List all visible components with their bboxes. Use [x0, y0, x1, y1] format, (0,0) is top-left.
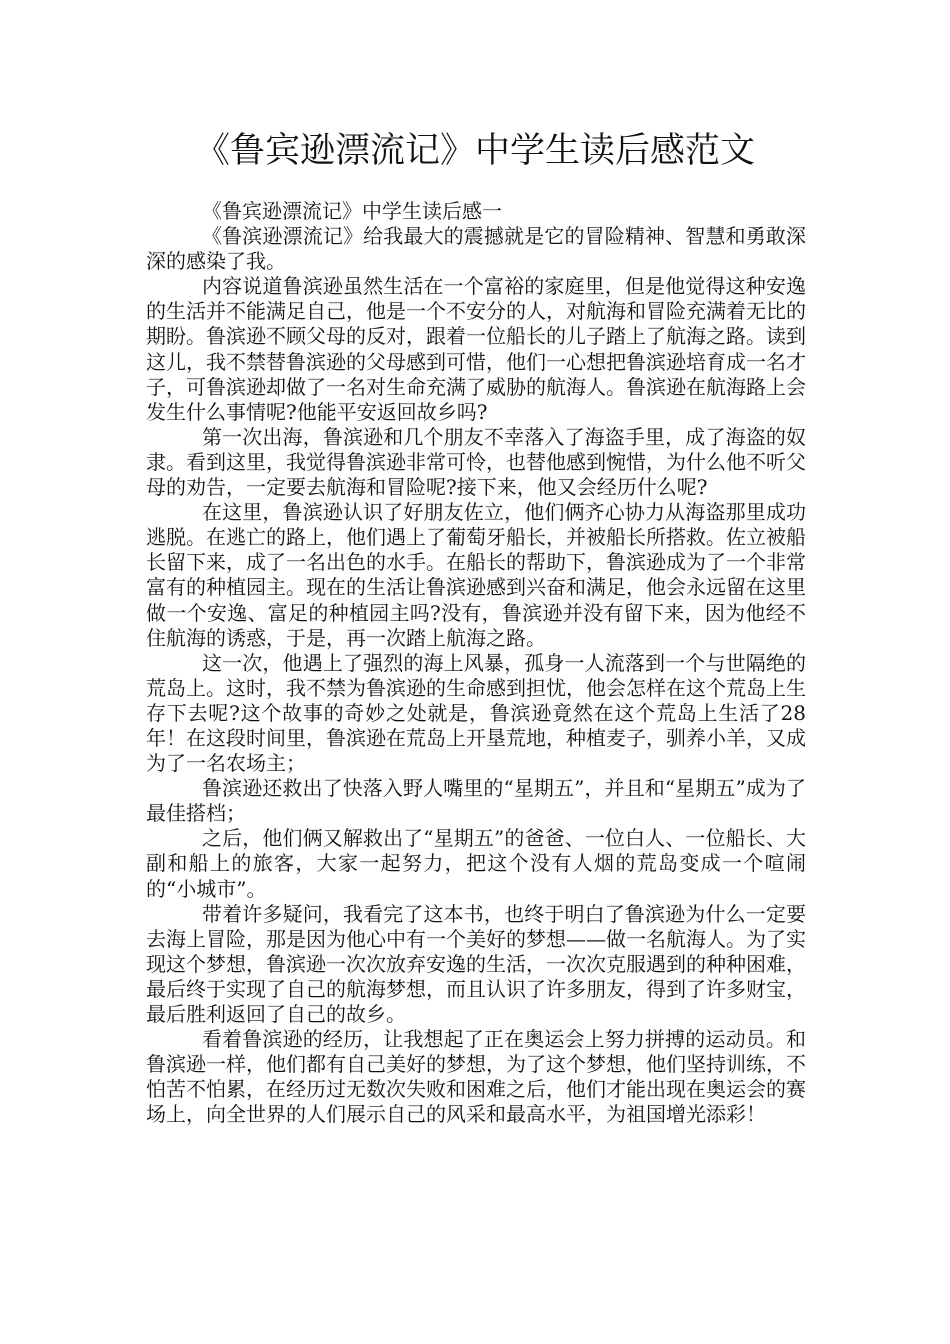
paragraph: 第一次出海，鲁滨逊和几个朋友不幸落入了海盗手里，成了海盗的奴隶。看到这里，我觉得鲁滨逊非常可怜，也替他感到惋惜，为什么他不听父母的劝告，一定要去航海和冒险呢?接下来，他又会经历什么呢? [146, 424, 806, 500]
paragraph: 《鲁滨逊漂流记》给我最大的震撼就是它的冒险精神、智慧和勇敢深深的感染了我。 [146, 224, 806, 274]
document-body [146, 199, 806, 1127]
paragraph: 鲁滨逊还救出了快落入野人嘴里的“星期五”，并且和“星期五”成为了最佳搭档； [146, 776, 806, 826]
paragraph: 这一次，他遇上了强烈的海上风暴，孤身一人流落到一个与世隔绝的荒岛上。这时，我不禁为鲁滨逊的生命感到担忧，他会怎样在这个荒岛上生存下去呢?这个故事的奇妙之处就是，鲁滨逊竟然在这个荒岛上生活了28年！在这段时间里，鲁滨逊在荒岛上开垦荒地，种植麦子，驯养小羊，又成为了一名农场主； [146, 650, 806, 776]
paragraph: 之后，他们俩又解救出了“星期五”的爸爸、一位白人、一位船长、大副和船上的旅客，大家一起努力，把这个没有人烟的荒岛变成一个喧闹的“小城市”。 [146, 826, 806, 901]
paragraph: 在这里，鲁滨逊认识了好朋友佐立，他们俩齐心协力从海盗那里成功逃脱。在逃亡的路上，他们遇上了葡萄牙船长，并被船长所搭救。佐立被船长留下来，成了一名出色的水手。在船长的帮助下，鲁滨逊成为了一个非常富有的种植园主。现在的生活让鲁滨逊感到兴奋和满足，他会永远留在这里做一个安逸、富足的种植园主吗?没有，鲁滨逊并没有留下来，因为他经不住航海的诱惑，于是，再一次踏上航海之路。 [146, 500, 806, 650]
paragraph-subtitle: 《鲁宾逊漂流记》中学生读后感一 [202, 199, 502, 223]
paragraph: 内容说道鲁滨逊虽然生活在一个富裕的家庭里，但是他觉得这种安逸的生活并不能满足自己，他是一个不安分的人，对航海和冒险充满着无比的期盼。鲁滨逊不顾父母的反对，跟着一位船长的儿子踏上了航海之路。读到这儿，我不禁替鲁滨逊的父母感到可惜，他们一心想把鲁滨逊培育成一名才子，可鲁滨逊却做了一名对生命充满了威胁的航海人。鲁滨逊在航海路上会发生什么事情呢?他能平安返回故乡吗? [146, 274, 806, 424]
paragraph: 看着鲁滨逊的经历，让我想起了正在奥运会上努力拼搏的运动员。和鲁滨逊一样，他们都有自己美好的梦想，为了这个梦想，他们坚持训练，不怕苦不怕累，在经历过无数次失败和困难之后，他们才能出现在奥运会的赛场上，向全世界的人们展示自己的风采和最高水平，为祖国增光添彩！ [146, 1027, 806, 1127]
document-title: 《鲁宾逊漂流记》中学生读后感范文 [194, 131, 755, 171]
paragraph: 带着许多疑问，我看完了这本书，也终于明白了鲁滨逊为什么一定要去海上冒险，那是因为他心中有一个美好的梦想——做一名航海人。为了实现这个梦想，鲁滨逊一次次放弃安逸的生活，一次次克服遇到的种种困难，最后终于实现了自己的航海梦想，而且认识了许多朋友，得到了许多财宝，最后胜利返回了自己的故乡。 [146, 901, 806, 1026]
